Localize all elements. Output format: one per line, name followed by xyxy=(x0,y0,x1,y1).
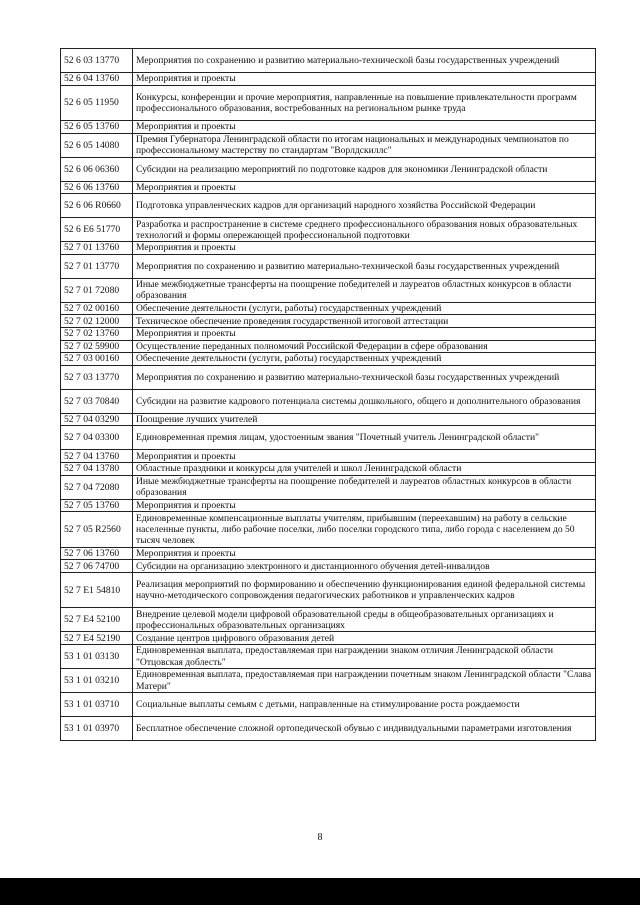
row-code: 53 1 01 03970 xyxy=(61,717,133,741)
row-description: Мероприятия и проекты xyxy=(133,181,596,194)
table-row xyxy=(61,669,596,693)
row-description: Единовременная выплата, предоставляемая при награждении почетным знаком Ленинградской области "Слава Матери" xyxy=(133,669,596,693)
row-code: 52 7 02 59900 xyxy=(61,340,133,353)
row-description: Внедрение целевой модели цифровой образовательной среды в общеобразовательных организациях и профессиональных образовательных организациях xyxy=(133,608,596,632)
table-row xyxy=(61,242,596,255)
row-code: 53 1 01 03710 xyxy=(61,693,133,717)
row-description: Единовременная выплата, предоставляемая при награждении знаком отличия Ленинградской области "Отцовская доблесть" xyxy=(133,645,596,669)
row-code: 52 7 05 R2560 xyxy=(61,512,133,548)
row-code: 52 6 05 13760 xyxy=(61,121,133,134)
table-row xyxy=(61,499,596,512)
row-code: 52 7 06 74700 xyxy=(61,560,133,573)
table-row xyxy=(61,608,596,632)
row-code: 52 7 04 03300 xyxy=(61,426,133,450)
row-description: Подготовка управленческих кадров для организаций народного хозяйства Российской Федерации xyxy=(133,194,596,218)
row-code: 52 7 06 13760 xyxy=(61,547,133,560)
table-row xyxy=(61,254,596,278)
row-description: Социальные выплаты семьям с детьми, направленные на стимулирование роста рождаемости xyxy=(133,693,596,717)
row-code: 52 7 03 70840 xyxy=(61,389,133,413)
table-row xyxy=(61,365,596,389)
row-code: 52 7 03 00160 xyxy=(61,353,133,366)
table-row xyxy=(61,181,596,194)
table-row xyxy=(61,693,596,717)
table-row xyxy=(61,475,596,499)
row-description: Субсидии на развитие кадрового потенциала системы дошкольного, общего и дополнительного образования xyxy=(133,389,596,413)
row-description: Областные праздники и конкурсы для учителей и школ Ленинградской области xyxy=(133,463,596,476)
row-description: Мероприятия и проекты xyxy=(133,499,596,512)
row-description: Бесплатное обеспечение сложной ортопедической обувью с индивидуальными параметрами изготовления xyxy=(133,717,596,741)
row-description: Мероприятия и проекты xyxy=(133,328,596,341)
row-description: Единовременная премия лицам, удостоенным звания "Почетный учитель Ленинградской области" xyxy=(133,426,596,450)
table-row xyxy=(61,426,596,450)
row-description: Мероприятия и проекты xyxy=(133,242,596,255)
row-code: 52 7 Е4 52100 xyxy=(61,608,133,632)
row-code: 52 7 03 13770 xyxy=(61,365,133,389)
row-code: 52 6 06 13760 xyxy=(61,181,133,194)
table-row xyxy=(61,278,596,302)
row-code: 52 7 04 13760 xyxy=(61,450,133,463)
table-row xyxy=(61,413,596,426)
table-row xyxy=(61,389,596,413)
row-code: 52 6 05 14080 xyxy=(61,133,133,157)
row-description: Премия Губернатора Ленинградской области по итогам национальных и международных чемпионатов по профессиональному мастерству по стандартам "Ворлдскиллс" xyxy=(133,133,596,157)
table-row xyxy=(61,645,596,669)
table-row xyxy=(61,49,596,73)
row-code: 52 7 02 12000 xyxy=(61,315,133,328)
row-description: Иные межбюджетные трансферты на поощрение победителей и лауреатов областных конкурсов в области образования xyxy=(133,475,596,499)
table-row xyxy=(61,572,596,608)
row-code: 52 7 04 13780 xyxy=(61,463,133,476)
table-row xyxy=(61,157,596,181)
row-code: 52 7 01 13760 xyxy=(61,242,133,255)
row-description: Единовременные компенсационные выплаты учителям, прибывшим (переехавшим) на работу в сельские населенные пункты, либо рабочие поселки, либо поселки городского типа, либо города с населением до 50 тысяч человек xyxy=(133,512,596,548)
row-code: 52 7 Е4 52190 xyxy=(61,632,133,645)
row-code: 52 7 05 13760 xyxy=(61,499,133,512)
table-row xyxy=(61,315,596,328)
row-description: Обеспечение деятельности (услуги, работы) государственных учреждений xyxy=(133,353,596,366)
row-code: 52 6 03 13770 xyxy=(61,49,133,73)
row-code: 52 6 05 11950 xyxy=(61,85,133,121)
table-body xyxy=(61,49,596,741)
row-code: 52 7 01 13770 xyxy=(61,254,133,278)
row-description: Мероприятия по сохранению и развитию материально-технической базы государственных учреждений xyxy=(133,254,596,278)
row-description: Мероприятия по сохранению и развитию материально-технической базы государственных учреждений xyxy=(133,49,596,73)
table-row xyxy=(61,463,596,476)
table-row xyxy=(61,85,596,121)
row-code: 52 7 02 00160 xyxy=(61,302,133,315)
row-code: 52 7 02 13760 xyxy=(61,328,133,341)
row-description: Мероприятия и проекты xyxy=(133,73,596,86)
row-code: 52 6 06 06360 xyxy=(61,157,133,181)
row-description: Конкурсы, конференции и прочие мероприятия, направленные на повышение привлекательности программ профессионального образования, востребованных на региональном рынке труда xyxy=(133,85,596,121)
scan-bottom-bar xyxy=(0,878,640,905)
row-code: 52 6 06 R0660 xyxy=(61,194,133,218)
table-row xyxy=(61,73,596,86)
table-row xyxy=(61,560,596,573)
row-description: Субсидии на организацию электронного и дистанционного обучения детей-инвалидов xyxy=(133,560,596,573)
page-number: 8 xyxy=(317,832,323,843)
table-row xyxy=(61,717,596,741)
row-code: 52 7 04 03290 xyxy=(61,413,133,426)
table-row xyxy=(61,133,596,157)
row-description: Мероприятия по сохранению и развитию материально-технической базы государственных учреждений xyxy=(133,365,596,389)
row-code: 52 7 Е1 54810 xyxy=(61,572,133,608)
row-code: 52 6 04 13760 xyxy=(61,73,133,86)
table-row xyxy=(61,547,596,560)
row-description: Реализация мероприятий по формированию и обеспечению функционирования единой федеральной системы научно-методического сопровождения педагогических работников и управленческих кадров xyxy=(133,572,596,608)
row-description: Создание центров цифрового образования детей xyxy=(133,632,596,645)
table-row xyxy=(61,218,596,242)
table-row xyxy=(61,632,596,645)
table-row xyxy=(61,340,596,353)
row-description: Техническое обеспечение проведения государственной итоговой аттестации xyxy=(133,315,596,328)
table-row xyxy=(61,302,596,315)
row-description: Мероприятия и проекты xyxy=(133,547,596,560)
table-row xyxy=(61,450,596,463)
table-row xyxy=(61,194,596,218)
row-code: 53 1 01 03130 xyxy=(61,645,133,669)
row-description: Субсидии на реализацию мероприятий по подготовке кадров для экономики Ленинградской области xyxy=(133,157,596,181)
row-code: 53 1 01 03210 xyxy=(61,669,133,693)
row-description: Мероприятия и проекты xyxy=(133,450,596,463)
table-row xyxy=(61,512,596,548)
table-row xyxy=(61,353,596,366)
row-description: Поощрение лучших учителей xyxy=(133,413,596,426)
row-description: Разработка и распространение в системе среднего профессионального образования новых образовательных технологий и формы опережающей профессиональной подготовки xyxy=(133,218,596,242)
row-code: 52 7 04 72080 xyxy=(61,475,133,499)
row-description: Иные межбюджетные трансферты на поощрение победителей и лауреатов областных конкурсов в области образования xyxy=(133,278,596,302)
row-code: 52 6 Е6 51770 xyxy=(61,218,133,242)
row-description: Мероприятия и проекты xyxy=(133,121,596,134)
budget-codes-table xyxy=(60,48,596,741)
row-code: 52 7 01 72080 xyxy=(61,278,133,302)
table-row xyxy=(61,121,596,134)
row-description: Обеспечение деятельности (услуги, работы) государственных учреждений xyxy=(133,302,596,315)
row-description: Осуществление переданных полномочий Российской Федерации в сфере образования xyxy=(133,340,596,353)
table-row xyxy=(61,328,596,341)
